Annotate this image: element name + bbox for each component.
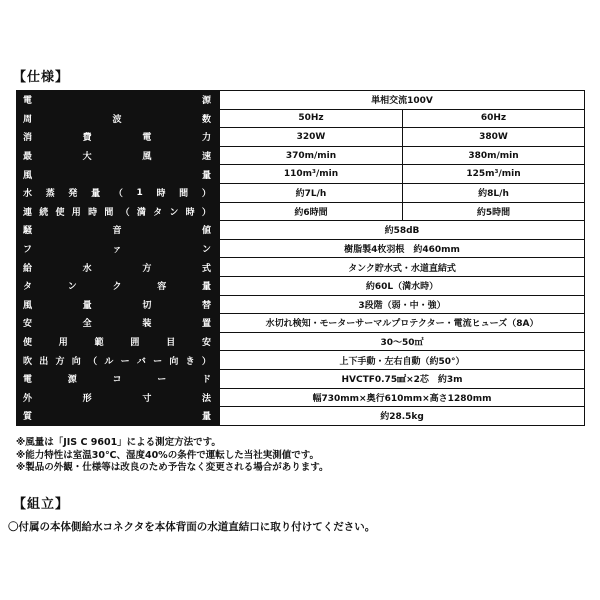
spec-value: HVCTF0.75㎟×2芯 約3m <box>220 369 585 388</box>
assembly-heading: 【組立】 <box>13 497 70 512</box>
spec-label-text: 使 用 範 囲 目 安 <box>23 338 211 349</box>
spec-label <box>17 258 220 277</box>
spec-row <box>17 407 585 426</box>
spec-value: 370m/min <box>220 146 403 165</box>
spec-label-text: 電 源 コ ー ド <box>23 375 211 386</box>
spec-label-text: 給 水 方 式 <box>23 263 211 274</box>
spec-label-text: フ ァ ン <box>23 245 211 256</box>
spec-value: 50Hz <box>220 109 403 128</box>
spec-row <box>17 146 585 165</box>
spec-value: 樹脂製4枚羽根 約460mm <box>220 239 585 258</box>
spec-row <box>17 332 585 351</box>
spec-row <box>17 258 585 277</box>
spec-row <box>17 369 585 388</box>
spec-row <box>17 276 585 295</box>
spec-value: 単相交流100V <box>220 91 585 110</box>
spec-label-text: 外 形 寸 法 <box>23 393 211 404</box>
spec-label <box>17 109 220 128</box>
spec-value: 約8L/h <box>403 183 585 202</box>
spec-label <box>17 276 220 295</box>
spec-label <box>17 221 220 240</box>
spec-row <box>17 221 585 240</box>
spec-label-text: 周 波 数 <box>23 114 211 125</box>
spec-label <box>17 407 220 426</box>
spec-label <box>17 128 220 147</box>
spec-row <box>17 388 585 407</box>
spec-label-text: 連 続 使 用 時 間 （ 満 タ ン 時 ） <box>23 207 211 218</box>
spec-row <box>17 91 585 110</box>
spec-value: 30～50㎡ <box>220 332 585 351</box>
spec-value: 約58dB <box>220 221 585 240</box>
spec-row <box>17 351 585 370</box>
spec-value: 380m/min <box>403 146 585 165</box>
spec-label-text: タ ン ク 容 量 <box>23 282 211 293</box>
note-line: ※能力特性は室温30℃、湿度40%の条件で運転した当社実測値です。 <box>16 449 319 461</box>
spec-table <box>16 90 585 426</box>
spec-label-text: 水 蒸 発 量 （ 1 時 間 ） <box>23 187 211 200</box>
spec-value: 約28.5kg <box>220 407 585 426</box>
spec-label <box>17 332 220 351</box>
spec-value: 320W <box>220 128 403 147</box>
spec-value: 約60L（満水時） <box>220 276 585 295</box>
spec-row <box>17 183 585 202</box>
assembly-instruction: 〇付属の本体側給水コネクタを本体背面の水道直結口に取り付けてください。 <box>8 521 376 533</box>
spec-label <box>17 165 220 184</box>
spec-row <box>17 109 585 128</box>
spec-label <box>17 146 220 165</box>
spec-label-text: 安 全 装 置 <box>23 319 211 330</box>
spec-label-text: 騒 音 値 <box>23 226 211 237</box>
spec-label-text: 風 量 切 替 <box>23 300 211 311</box>
spec-label <box>17 369 220 388</box>
spec-value: 上下手動・左右自動（約50°） <box>220 351 585 370</box>
note-line: ※風量は「JIS C 9601」による測定方法です。 <box>16 437 221 448</box>
spec-value: 水切れ検知・モーターサーマルプロテクター・電流ヒューズ（8A） <box>220 314 585 333</box>
spec-row <box>17 202 585 221</box>
spec-value: 幅730mm×奥行610mm×高さ1280mm <box>220 388 585 407</box>
spec-label <box>17 295 220 314</box>
spec-label-text: 消 費 電 力 <box>23 133 211 144</box>
spec-value: 110m³/min <box>220 165 403 184</box>
note-line: ※製品の外観・仕様等は改良のため予告なく変更される場合があります。 <box>16 462 329 473</box>
spec-label-text: 最 大 風 速 <box>23 152 211 163</box>
spec-row <box>17 314 585 333</box>
spec-label <box>17 91 220 110</box>
spec-label-text: 質 量 <box>23 412 211 423</box>
spec-value: 60Hz <box>403 109 585 128</box>
spec-row <box>17 165 585 184</box>
spec-label <box>17 314 220 333</box>
spec-value: 3段階（弱・中・強） <box>220 295 585 314</box>
spec-value: 125m³/min <box>403 165 585 184</box>
spec-value: 約5時間 <box>403 202 585 221</box>
spec-label-text: 電 源 <box>23 96 211 107</box>
spec-row <box>17 239 585 258</box>
spec-label <box>17 388 220 407</box>
spec-row <box>17 128 585 147</box>
spec-label <box>17 202 220 221</box>
spec-value: タンク貯水式・水道直結式 <box>220 258 585 277</box>
spec-label <box>17 183 220 202</box>
spec-row <box>17 295 585 314</box>
spec-value: 約6時間 <box>220 202 403 221</box>
spec-value: 380W <box>403 128 585 147</box>
spec-label <box>17 239 220 258</box>
notes <box>16 437 328 475</box>
spec-label <box>17 351 220 370</box>
spec-label-text: 吹 出 方 向 （ ル ー バ ー 向 き ） <box>23 356 211 367</box>
spec-label-text: 風 量 <box>23 170 211 181</box>
spec-heading: 【仕様】 <box>13 70 70 85</box>
spec-value: 約7L/h <box>220 183 403 202</box>
